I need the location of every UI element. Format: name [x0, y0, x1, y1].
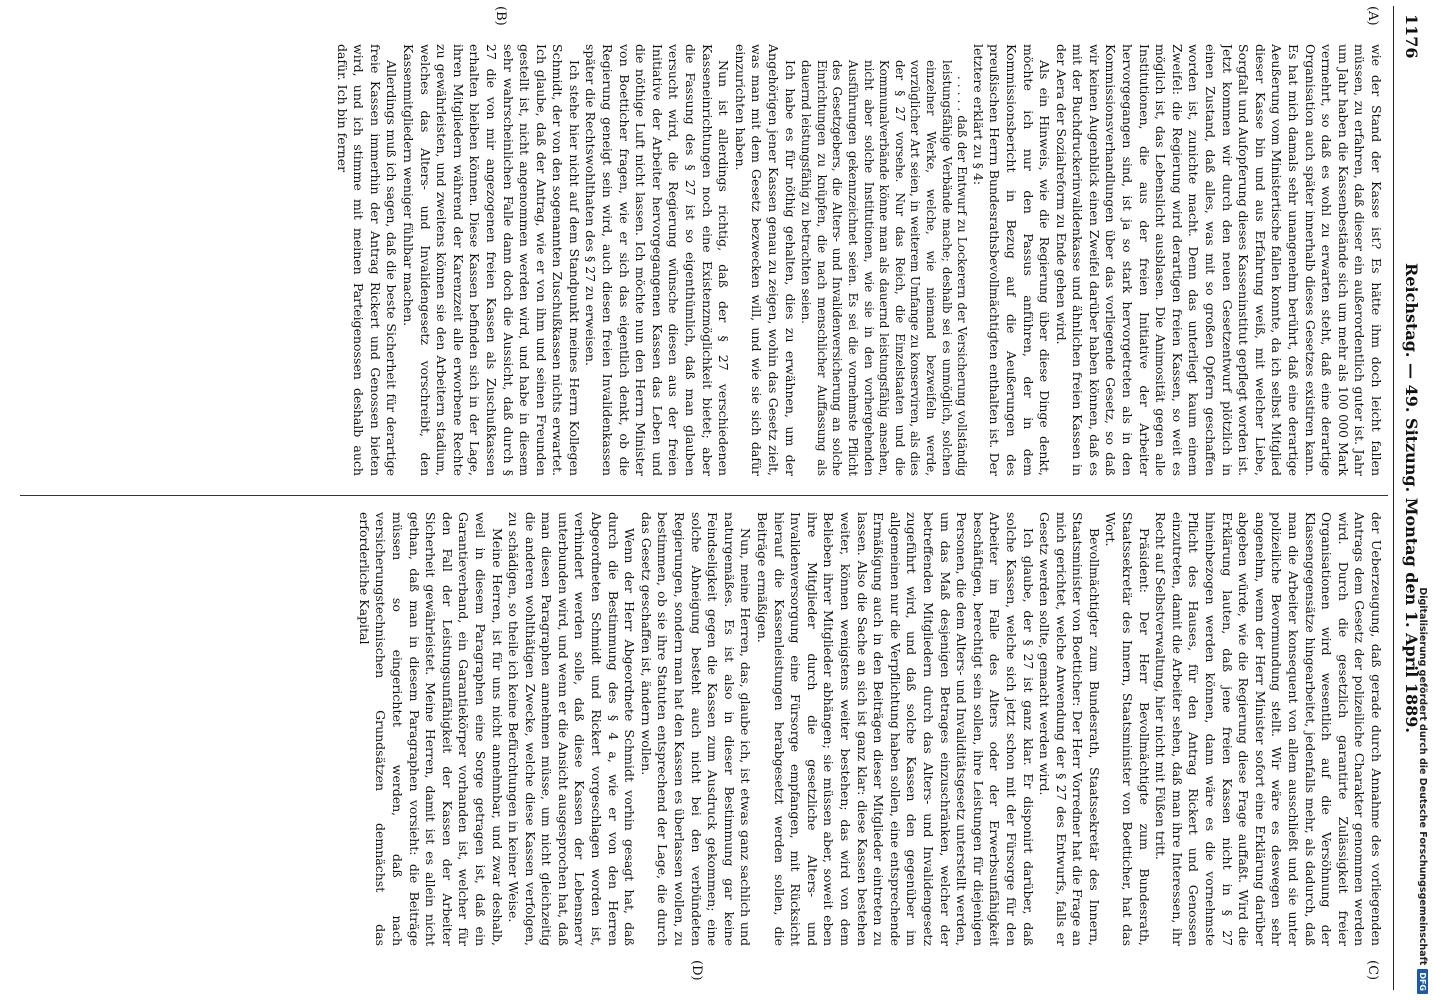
margin-marker-c: (C) [1365, 960, 1380, 981]
paragraph: Ich glaube, der § 27 ist ganz klar. Er disponirt darüber, daß solche Kassen, welche sich jetzt schon mit der Fürsorge für den Arbeiter im Falle des Alters oder der Erwerbsunfähigkeit beschäftigen, berechtigt sein sollen, ihre Leistungen für diejenigen Personen, die dem Alters- und Invaliditätsgesetz unterstellt werden, um das Maß desjenigen Betrages einzuschränken, welcher der betreffenden Mitgliedern durch das Alters- und Invalidengesetz zugeführt wird, und daß solche Kassen den gegenüber im allgemeinen nur die Verpflichtung haben sollen, eine entsprechende Ermäßigung auch in den Beiträgen dieser Mitglieder eintreten zu lassen. Also die Sache an sich ist ganz klar: diese Kassen bestehen weiter, können wenigstens weiter bestehen; das wird von dem Belieben ihrer Mitglieder abhängen; sie müssen aber, soweit eben ihre Mitglieder durch die gesetzliche Alters- und Invalidenversorgung eine Fürsorge empfangen, mit Rücksicht hierauf die Kassenleistungen herabgesetzt werden sollen, die Beiträge ermäßigen. [755, 512, 1036, 946]
paragraph: Ich habe es für nöthig gehalten, dies zu erwähnen, um der Angehörigen jener Kassen genau zu zeigen, wohin das Gesetz zielt, was man mit dem Gesetz bezwecken will, und wie sie sich dafür einzurichten haben. [732, 44, 798, 476]
paragraph: Als ein Hinweis, wie die Regierung über diese Dinge denkt, möchte ich nur den Passus anführen, der in dem Kommissionsbericht in Bezug auf die Aeußerungen des preußischen Herrn Bundesrathsbevollmächtigten enthalten ist. Der letztere erklärt zu § 4: [970, 44, 1053, 476]
left-column [28, 44, 1384, 476]
credit-text: Digitalisierung gefördert durch die Deutsche Forschungsgemeinschaft [1417, 587, 1429, 966]
paragraph: Nun, meine Herren, das, glaube ich, ist etwas ganz sachlich und naturgemäßes. Es ist also in dieser Bestimmung gar keine Feindseligkeit gegen die Kassen zum Ausdruck gekommen; eine solche Abneigung besteht auch nicht bei den verbündeten Regierungen, sondern man hat den Kassen es überlassen wollen, zu bestimmen, ob sie ihre Statuten entsprechend der Lage, die durch das Gesetz geschaffen ist, ändern wollen. [638, 512, 754, 946]
paragraph: Nun ist allerdings richtig, daß der § 27 verschiedenen Kasseneinrichtungen noch eine Existenzmöglichkeit bietet; aber die Fassung des § 27 ist so eigenthümlich, daß man glauben versucht wird, die Regierung wünsche diesen aus der freien Initiative der Arbeiter hervorgegangenen Kassen das Leben und die nöthige Luft nicht lassen. Ich möchte nun den Herrn Minister von Boetticher fragen, wie er sich das eigentlich denkt, ob die Regierung geneigt sein wird, auch diesen freien Invalidenkassen später die Rechtswohlthaten des § 27 zu erweisen. [583, 44, 732, 476]
paragraph: der Ueberzeugung, daß gerade durch Annahme des vorliegenden Antrags dem Gesetz der polizeiliche Charakter genommen werden wird. Durch die gesetzlich garantirte Zulässigkeit freier Organisationen wird wesentlich auf die Versöhnung der Klassengegensätze hingearbeitet, jedenfalls mehr, als dadurch, daß man die Arbeiter konsequent von allem ausschließt und sie unter polizeiliche Bevormundung stellt. Wir wäre es deswegen sehr angenehm, wenn der Herr Minister sofort eine Erklärung darüber abgeben würde, wie die Regierung diese Frage auffaßt. Wird die Erklärung lauten, daß jene freien Kassen nicht in § 27 hineinbezogen werden können, dann wäre es die vornehmste Pflicht des Hauses, für den Antrag Rickert und Genossen einzutreten, damit die Arbeiter sehen, daß man ihre Interessen, ihr Recht auf Selbstverwaltung, hier nicht mit Füßen tritt. [1153, 512, 1384, 946]
margin-marker-b: (B) [493, 6, 508, 26]
column-divider [20, 495, 1388, 496]
paragraph: Wenn der Herr Abgeordnete Schmidt vorhin gesagt hat, daß durch die Bestimmung des § 4 a, wie er von den Herren Abgeordneten Schmidt und Rickert vorgeschlagen worden ist, verhindert werden solle, daß diese Kassen der Lebensnerv unterbunden wird, und wenn er die Ansicht ausgesprochen hat, daß man diesen Paragraphen annehmen müsse, um nicht gleichzeitig die anderen wohlthätigen Zwecke, welche diese Kassen verfolgen, zu schädigen, so theile ich keine Befürchtungen in keiner Weise. [506, 512, 638, 946]
paragraph: wie der Stand der Kasse ist? Es hätte ihm doch leicht fallen müssen, zu erfahren, daß dieser ein außerordentlich guter ist. Jahr um Jahr haben die Kassenbestände sich um mehr als 100 000 Mark vermehrt, so daß es wohl zu erwarten steht, daß eine derartige Organisation auch später innerhalb dieses Gesetzes existiren kann. Es hat mich damals sehr unangenehm berührt, daß eine derartige Aeußerung vom Ministertische fallen konnte, da ich selbst Mitglied dieser Kasse bin und aus Erfahrung weiß, mit welcher Liebe, Sorgfalt und Aufopferung dieses Kasseninstitut gepflegt worden ist. Jetzt kommen wir durch den neuen Gesetzentwurf plötzlich in einen Zustand, daß alles, was mit so großen Opfern geschaffen worden ist, zunichte macht. Denn das unterliegt kaum einem Zweifel: die Regierung wird derartigen freien Kassen, so weit es möglich ist, das Lebenslicht ausblasen. Die Animosität gegen alle Institutionen, die aus der freien Initiative der Arbeiter hervorgegangen sind, ist ja so stark hervorgetreten als in den Kommissionsverhandlungen über das vorliegende Gesetz, so daß wir keinen Augenblick einen Zweifel darüber haben können, daß es mit der Buchdruckerinvalidenkasse und ähnlichen freien Kassen in der Aera der Sozialreform zu Ende gehen wird. [1053, 44, 1384, 476]
dfg-logo: DFG [1418, 969, 1429, 994]
paragraph: Allerdings muß ich sagen, daß die beste Sicherheit für derartige freie Kassen immerhin der Antrag Rickert und Genossen bieten wird, und ich stimme mit meinen Parteigenossen deshalb auch dafür. Ich bin ferner [334, 44, 400, 476]
margin-marker-d: (D) [689, 960, 704, 981]
page-title: Reichstag. — 49. Sitzung. Montag den 1. April 1889. [1402, 263, 1422, 733]
digitization-credit [1414, 0, 1432, 1000]
block-quote: . . . . . daß der Entwurf zu Lockerern der Versicherung vollständig leistungsfähige Verbände mache; deshalb sei es unmöglich, solchen einzelner Werke, welche, wie niemand bezweifeln werde, vorzüglicher Art seien, in weiterem Umfange zu konserviren, als dies der § 27 vorsehe. Nur das Reich, die Einzelstaaten und die Kommunalverbände könne man als dauernd leistungsfähig ansehen, nicht aber solche Institutionen, wie sie in den vorhergehenden Ausführungen gekennzeichnet seien. Es sei die vornehmste Pflicht des Gesetzgebers, die Alters- und Invalidenversicherung an solche Einrichtungen zu knüpfen, die nach menschlicher Auffassung als dauernd leistungsfähig zu betrachten seien. [799, 60, 970, 476]
margin-marker-a: (A) [1365, 6, 1380, 26]
paragraph: Bevollmächtigter zum Bundesrath, Staatssekretär des Innern, Staatsminister von Boetticher: Der Herr Vorredner hat die Frage an mich gerichtet, welche Anwendung der § 27 des Entwurfs, falls er Gesetz werden sollte, gemacht werden wird. [1037, 512, 1102, 946]
paragraph: Meine Herren, ist für uns nicht annehmbar, und zwar deshalb, weil in diesem Paragraphen eine Sorge getragen ist, daß ein Garantieverband, ein Garantiekörper vorhanden ist, welcher für den Fall der Leistungsunfähigkeit der Kassen der Arbeiter Sicherheit gewährleistet. Meine Herren, damit ist es allein nicht gethan, daß man in diesem Paragraphen vorsieht: die Beiträge müssen so eingerichtet werden, daß nach versicherungstechnischen Grundsätzen demnächst das erforderliche Kapital [356, 512, 505, 946]
paragraph: Ich stehe hier nicht auf dem Standpunkt meines Herrn Kollegen Schmidt, der von den sogenannten Zuschußkassen nichts erwartet. Ich glaube, daß der Antrag, wie er von ihm und seinen Freunden gestellt ist, nicht angenommen werden wird, und habe in diesem sehr wahrscheinlichen Falle dann doch die Aussicht, daß durch § 27 die von mir angezogenen freien Kassen als Zuschußkassen erhalten bleiben können. Diese Kassen befinden sich in der Lage, ihren Mitgliedern während der Karenzzeit alle erworbene Rechte zu gewährleisten, und zweitens können sie den Arbeitern stadium, welches das Alters- und Invalidengesetz vorschreibt, den Kassenmitgliedern weniger fühlbar machen. [400, 44, 582, 476]
president-statement: Präsident: Der Herr Bevollmächtigte zum Bundesrath, Staatssekretär des Innern, Staatsminister von Boetticher, hat das Wort. [1103, 512, 1152, 946]
page-number: 1176 [1402, 14, 1422, 59]
right-column [28, 512, 1384, 946]
